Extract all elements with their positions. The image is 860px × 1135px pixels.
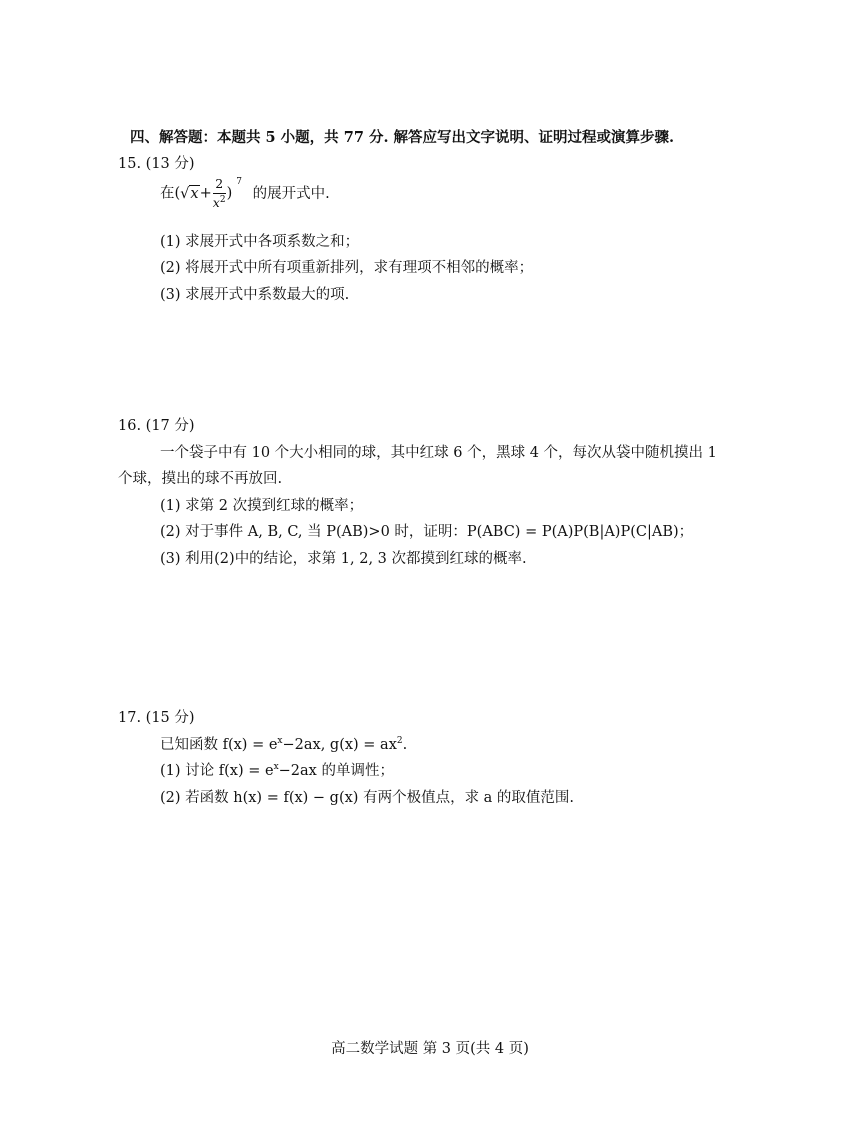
question-16-paragraph-line-2: 个球，摸出的球不再放回. [118, 471, 283, 487]
plus-sign: + [199, 185, 212, 202]
fraction: $\frac{2}{x^2}$ [212, 176, 226, 210]
question-17-header: 17. (15 分) [118, 710, 195, 726]
question-15-item-2: (2) 将展开式中所有项重新排列，求有理项不相邻的概率； [160, 260, 534, 276]
question-17-item-2: (2) 若函数 h(x) = f(x) − g(x) 有两个极值点，求 a 的取值范围. [160, 790, 575, 806]
intro-prefix: 在( [160, 185, 181, 202]
question-16-item-1: (1) 求第 2 次摸到红球的概率； [160, 498, 364, 514]
question-17-intro: 已知函数 $f(x) = e^x-2ax$, $g(x) = ax^2$. [160, 736, 408, 753]
question-17-item-1: (1) 讨论 $f(x) = e^x-2ax$ 的单调性； [160, 762, 394, 779]
question-15-header: 15. (13 分) [118, 156, 195, 172]
intro-suffix: 的展开式中. [252, 185, 330, 202]
question-16-header: 16. (17 分) [118, 418, 195, 434]
page-footer: 高二数学试题 第 3 页(共 4 页) [331, 1041, 529, 1057]
question-15-intro [160, 178, 330, 209]
question-16-paragraph-line-1: 一个袋子中有 10 个大小相同的球，其中红球 6 个，黑球 4 个，每次从袋中随机摸出 1 [160, 445, 717, 461]
question-16-item-2: (2) 对于事件 A, B, C, 当 P(AB)>0 时，证明：P(ABC) = P(A)P(B|A)P(C|AB)； [160, 524, 694, 540]
question-15-item-1: (1) 求展开式中各项系数之和； [160, 234, 360, 250]
section-title: 四、解答题：本题共 5 小题，共 77 分. 解答应写出文字说明、证明过程或演算步骤. [130, 129, 675, 146]
power-exponent: 7 [236, 176, 242, 187]
question-15-item-3: (3) 求展开式中系数最大的项. [160, 287, 350, 303]
sqrt-expression: √x [180, 185, 199, 202]
question-16-item-3: (3) 利用(2)中的结论，求第 1, 2, 3 次都摸到红球的概率. [160, 551, 527, 567]
close-paren: ) [226, 185, 233, 202]
